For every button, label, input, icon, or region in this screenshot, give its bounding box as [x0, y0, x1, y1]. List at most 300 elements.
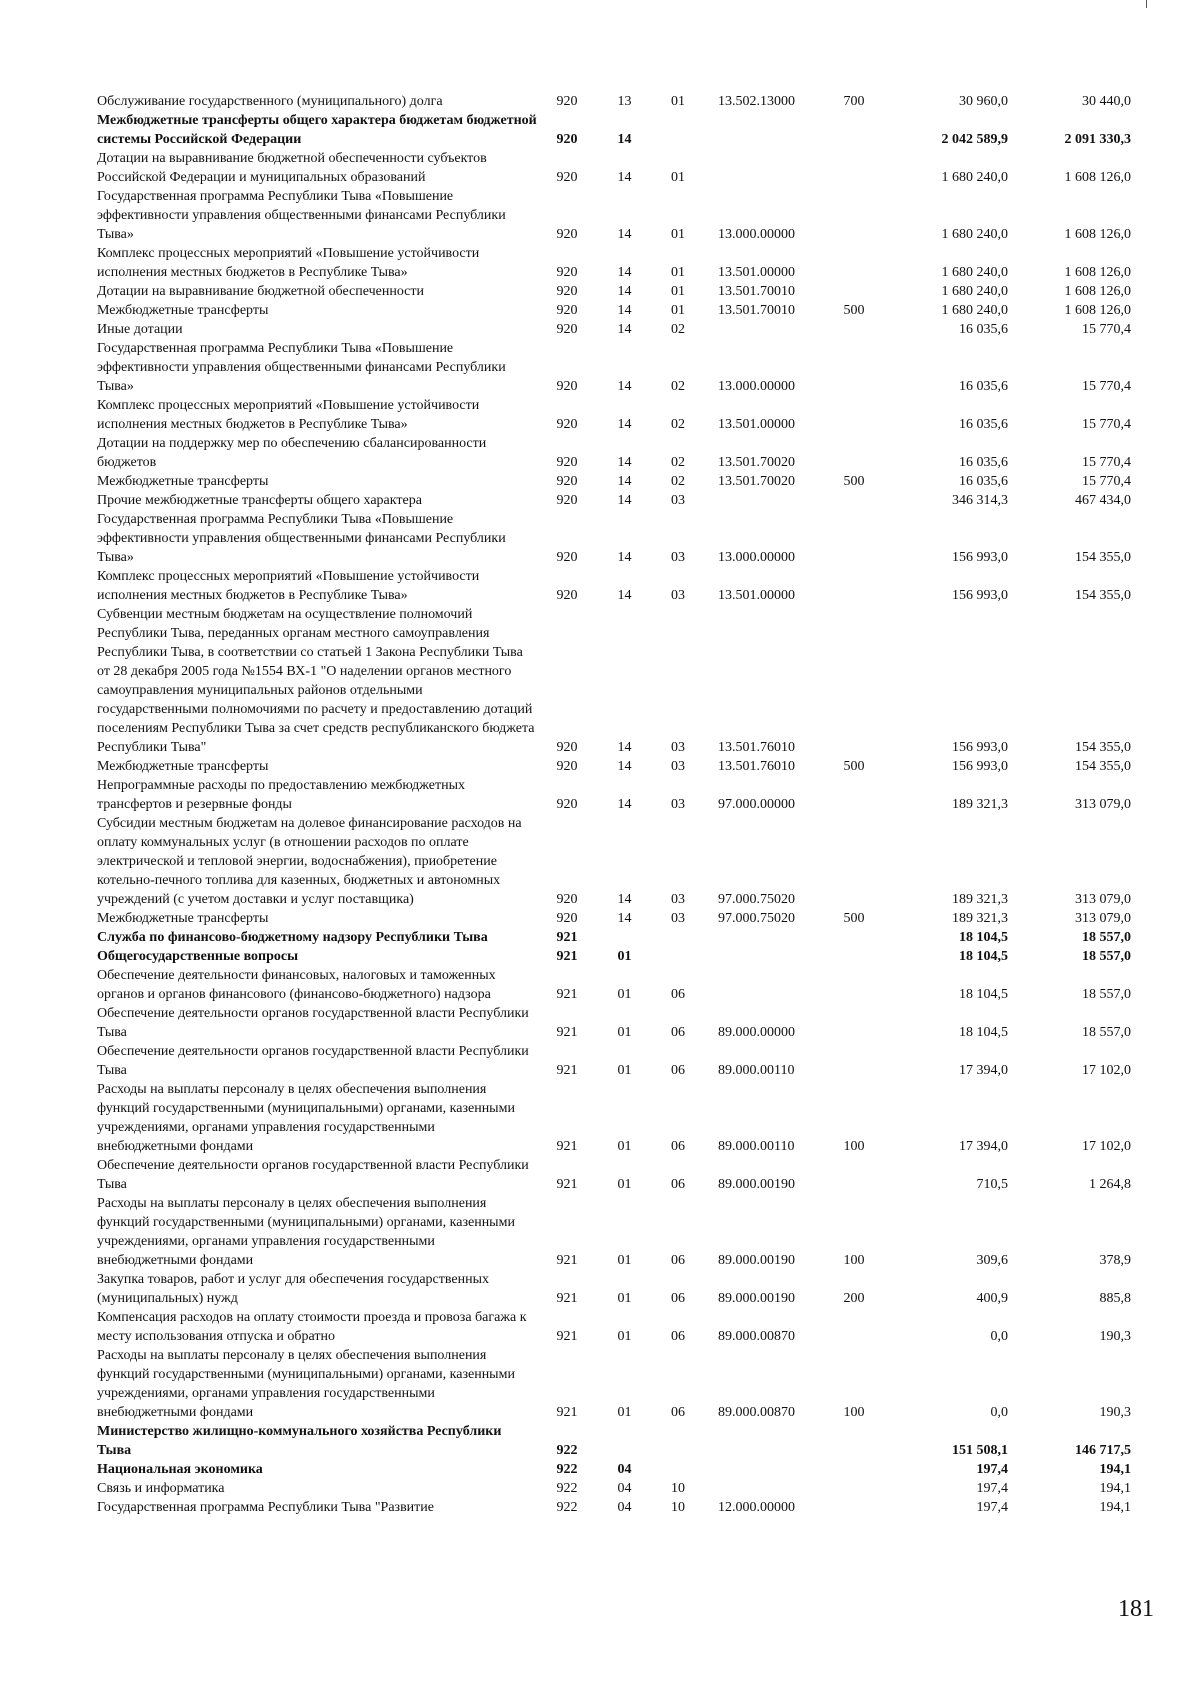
expense-type-code — [834, 1498, 874, 1517]
amount-year-2: 1 608 126,0 — [1064, 265, 1131, 280]
row-name: Государственная программа Республики Тыва «Повышение эффективности управления общественными финансами Республики Тыва» — [97, 512, 506, 565]
amount-year-2: 1 608 126,0 — [1064, 303, 1131, 318]
expense-type-code — [834, 434, 874, 472]
grbs-code: 922 — [556, 1481, 578, 1496]
expense-type-code — [834, 149, 874, 187]
grbs-code: 920 — [556, 474, 578, 489]
expense-type-code — [834, 491, 874, 510]
amount-year-1: 309,6 — [976, 1253, 1008, 1268]
expense-type-code — [834, 339, 874, 396]
amount-year-2: 154 355,0 — [1075, 759, 1131, 774]
grbs-code: 921 — [556, 930, 578, 945]
amount-year-2: 15 770,4 — [1082, 379, 1131, 394]
amount-year-2: 18 557,0 — [1082, 987, 1131, 1002]
grbs-code: 920 — [556, 759, 578, 774]
subsection-code: 02 — [671, 322, 685, 337]
table-row — [97, 1156, 1137, 1194]
grbs-code: 921 — [556, 1063, 578, 1078]
amount-year-1: 710,5 — [976, 1177, 1008, 1192]
subsection-code — [652, 1460, 704, 1479]
section-code: 01 — [617, 1329, 632, 1344]
subsection-code: 01 — [671, 227, 685, 242]
amount-year-1: 197,4 — [976, 1481, 1008, 1496]
amount-year-2: 1 608 126,0 — [1064, 170, 1131, 185]
budget-rows — [97, 92, 1137, 1517]
section-code: 01 — [617, 1253, 632, 1268]
row-name: Национальная экономика — [97, 1462, 263, 1477]
section-code — [597, 1422, 652, 1460]
subsection-code: 10 — [671, 1481, 685, 1496]
target-article-code: 13.501.76010 — [718, 740, 795, 755]
amount-year-2: 378,9 — [1099, 1253, 1131, 1268]
section-code: 14 — [617, 474, 632, 489]
row-name: Государственная программа Республики Тыва "Развитие — [97, 1500, 434, 1515]
expense-type-code — [834, 776, 874, 814]
amount-year-2: 154 355,0 — [1075, 550, 1131, 565]
subsection-code: 01 — [671, 94, 685, 109]
expense-type-code: 500 — [843, 759, 865, 774]
expense-type-code: 100 — [843, 1405, 865, 1420]
amount-year-2: 1 264,8 — [1089, 1177, 1131, 1192]
target-article-code: 89.000.00870 — [718, 1329, 795, 1344]
section-code: 14 — [617, 417, 632, 432]
grbs-code: 920 — [556, 550, 578, 565]
table-row — [97, 1498, 1137, 1517]
target-article-code: 13.501.70010 — [718, 303, 795, 318]
section-code: 04 — [617, 1462, 632, 1477]
target-article-code: 13.000.00000 — [718, 550, 795, 565]
amount-year-1: 18 104,5 — [959, 1025, 1008, 1040]
target-article-code: 89.000.00190 — [718, 1177, 795, 1192]
table-row — [97, 1308, 1137, 1346]
amount-year-1: 189 321,3 — [952, 911, 1008, 926]
section-code: 01 — [617, 1177, 632, 1192]
target-article-code — [704, 1460, 834, 1479]
amount-year-2: 146 717,5 — [1075, 1443, 1131, 1458]
target-article-code: 12.000.00000 — [718, 1500, 795, 1515]
row-name: Иные дотации — [97, 322, 183, 337]
target-article-code — [704, 928, 834, 947]
row-name: Прочие межбюджетные трансферты общего характера — [97, 493, 422, 508]
expense-type-code — [834, 320, 874, 339]
amount-year-2: 885,8 — [1099, 1291, 1131, 1306]
grbs-code: 921 — [556, 1025, 578, 1040]
subsection-code: 10 — [671, 1500, 685, 1515]
table-row — [97, 244, 1137, 282]
amount-year-1: 17 394,0 — [959, 1063, 1008, 1078]
expense-type-code — [834, 1156, 874, 1194]
amount-year-1: 16 035,6 — [959, 379, 1008, 394]
target-article-code — [704, 320, 834, 339]
amount-year-2: 1 608 126,0 — [1064, 284, 1131, 299]
table-row — [97, 757, 1137, 776]
table-row — [97, 947, 1137, 966]
table-row — [97, 605, 1137, 757]
target-article-code: 13.501.70010 — [718, 284, 795, 299]
section-code: 14 — [617, 322, 632, 337]
section-code: 14 — [617, 170, 632, 185]
table-row — [97, 396, 1137, 434]
amount-year-1: 0,0 — [990, 1405, 1008, 1420]
amount-year-1: 0,0 — [990, 1329, 1008, 1344]
amount-year-1: 151 508,1 — [952, 1443, 1008, 1458]
target-article-code: 13.501.70020 — [718, 455, 795, 470]
subsection-code: 06 — [671, 1329, 685, 1344]
row-name: Обеспечение деятельности органов государственной власти Республики Тыва — [97, 1006, 529, 1040]
expense-type-code — [834, 567, 874, 605]
target-article-code: 89.000.00190 — [718, 1291, 795, 1306]
grbs-code: 920 — [556, 170, 578, 185]
target-article-code: 89.000.00110 — [718, 1139, 795, 1154]
row-name: Непрограммные расходы по предоставлению межбюджетных трансфертов и резервные фонды — [97, 778, 465, 812]
grbs-code: 921 — [556, 1329, 578, 1344]
amount-year-1: 156 993,0 — [952, 740, 1008, 755]
table-row — [97, 1346, 1137, 1422]
grbs-code: 921 — [556, 1139, 578, 1154]
grbs-code: 920 — [556, 892, 578, 907]
table-row — [97, 1042, 1137, 1080]
grbs-code: 922 — [556, 1500, 578, 1515]
expense-type-code: 700 — [843, 94, 865, 109]
table-row — [97, 1194, 1137, 1270]
section-code: 14 — [617, 265, 632, 280]
expense-type-code — [834, 111, 874, 149]
grbs-code: 920 — [556, 740, 578, 755]
row-name: Субвенции местным бюджетам на осуществление полномочий Республики Тыва, переданных органам местного самоуправления Республики Тыва, в соответствии со статьей 1 Закона Республики Тыва от 28 декабря 2005 года №1554 ВХ-1 "О наделении органов местного самоуправления муниципальных районов отдельными государственными полномочиями по расчету и предоставлению дотаций поселениям Республики Тыва за счет средств республиканского бюджета Республики Тыва" — [97, 607, 535, 755]
amount-year-1: 156 993,0 — [952, 588, 1008, 603]
grbs-code: 920 — [556, 132, 578, 147]
table-row — [97, 1460, 1137, 1479]
amount-year-1: 156 993,0 — [952, 550, 1008, 565]
amount-year-2: 194,1 — [1099, 1500, 1131, 1515]
row-name: Служба по финансово-бюджетному надзору Республики Тыва — [97, 930, 488, 945]
section-code: 14 — [617, 911, 632, 926]
grbs-code: 922 — [556, 1443, 578, 1458]
subsection-code: 06 — [671, 987, 685, 1002]
target-article-code: 89.000.00110 — [718, 1063, 795, 1078]
row-name: Общегосударственные вопросы — [97, 949, 299, 964]
table-row — [97, 491, 1137, 510]
row-name: Обеспечение деятельности финансовых, налоговых и таможенных органов и органов финансового (финансово-бюджетного) надзора — [97, 968, 496, 1002]
amount-year-1: 1 680 240,0 — [941, 265, 1008, 280]
amount-year-1: 1 680 240,0 — [941, 227, 1008, 242]
amount-year-2: 313 079,0 — [1075, 911, 1131, 926]
amount-year-2: 194,1 — [1099, 1481, 1131, 1496]
grbs-code: 921 — [556, 949, 578, 964]
target-article-code: 89.000.00190 — [718, 1253, 795, 1268]
target-article-code: 13.501.76010 — [718, 759, 795, 774]
subsection-code: 01 — [671, 265, 685, 280]
section-code: 01 — [617, 1291, 632, 1306]
table-row — [97, 928, 1137, 947]
amount-year-1: 189 321,3 — [952, 892, 1008, 907]
amount-year-2: 313 079,0 — [1075, 892, 1131, 907]
grbs-code: 921 — [556, 1253, 578, 1268]
subsection-code: 02 — [671, 474, 685, 489]
table-row — [97, 187, 1137, 244]
target-article-code: 13.501.00000 — [718, 265, 795, 280]
row-name: Расходы на выплаты персоналу в целях обеспечения выполнения функций государственными (муниципальными) органами, казенными учреждениями, органами управления государственными внебюджетными фондами — [97, 1082, 515, 1154]
subsection-code: 03 — [671, 550, 685, 565]
amount-year-2: 154 355,0 — [1075, 740, 1131, 755]
row-name: Субсидии местным бюджетам на долевое финансирование расходов на оплату коммунальных услуг (в отношении расходов по оплате электрической и тепловой энергии, водоснабжения), приобретение котельно-печного топлива для казенных, бюджетных и автономных учреждений (с учетом доставки и услуг поставщика) — [97, 816, 522, 907]
amount-year-1: 2 042 589,9 — [941, 132, 1008, 147]
amount-year-2: 30 440,0 — [1082, 94, 1131, 109]
grbs-code: 921 — [556, 1177, 578, 1192]
expense-type-code — [834, 928, 874, 947]
table-row — [97, 776, 1137, 814]
subsection-code: 06 — [671, 1291, 685, 1306]
table-row — [97, 1080, 1137, 1156]
grbs-code: 920 — [556, 797, 578, 812]
row-name: Комплекс процессных мероприятий «Повышение устойчивости исполнения местных бюджетов в Республике Тыва» — [97, 569, 480, 603]
expense-type-code — [834, 605, 874, 757]
amount-year-2: 1 608 126,0 — [1064, 227, 1131, 242]
section-code: 14 — [617, 797, 632, 812]
target-article-code: 89.000.00000 — [718, 1025, 795, 1040]
table-row — [97, 282, 1137, 301]
budget-table — [97, 92, 1137, 1517]
amount-year-2: 467 434,0 — [1075, 493, 1131, 508]
subsection-code: 03 — [671, 797, 685, 812]
grbs-code: 920 — [556, 227, 578, 242]
row-name: Обеспечение деятельности органов государственной власти Республики Тыва — [97, 1158, 529, 1192]
subsection-code — [652, 928, 704, 947]
table-row — [97, 320, 1137, 339]
amount-year-1: 1 680 240,0 — [941, 303, 1008, 318]
target-article-code — [704, 947, 834, 966]
subsection-code: 01 — [671, 303, 685, 318]
row-name: Закупка товаров, работ и услуг для обеспечения государственных (муниципальных) нужд — [97, 1272, 490, 1306]
amount-year-2: 18 557,0 — [1082, 930, 1131, 945]
row-name: Обеспечение деятельности органов государственной власти Республики Тыва — [97, 1044, 529, 1078]
expense-type-code — [834, 966, 874, 1004]
subsection-code: 06 — [671, 1063, 685, 1078]
subsection-code: 06 — [671, 1253, 685, 1268]
table-row — [97, 1479, 1137, 1498]
amount-year-2: 15 770,4 — [1082, 455, 1131, 470]
grbs-code: 920 — [556, 911, 578, 926]
grbs-code: 920 — [556, 455, 578, 470]
grbs-code: 920 — [556, 94, 578, 109]
target-article-code — [704, 149, 834, 187]
expense-type-code: 500 — [843, 303, 865, 318]
target-article-code: 89.000.00870 — [718, 1405, 795, 1420]
target-article-code — [704, 111, 834, 149]
grbs-code: 920 — [556, 493, 578, 508]
subsection-code — [652, 111, 704, 149]
amount-year-1: 1 680 240,0 — [941, 170, 1008, 185]
row-name: Связь и информатика — [97, 1481, 225, 1496]
amount-year-2: 190,3 — [1099, 1405, 1131, 1420]
expense-type-code — [834, 396, 874, 434]
target-article-code: 13.000.00000 — [718, 227, 795, 242]
page-number: 181 — [1118, 1596, 1154, 1622]
amount-year-2: 190,3 — [1099, 1329, 1131, 1344]
amount-year-2: 15 770,4 — [1082, 417, 1131, 432]
subsection-code: 02 — [671, 455, 685, 470]
expense-type-code: 500 — [843, 474, 865, 489]
row-name: Дотации на выравнивание бюджетной обеспеченности субъектов Российской Федерации и муниципальных образований — [97, 151, 487, 185]
subsection-code: 03 — [671, 759, 685, 774]
table-row — [97, 567, 1137, 605]
section-code: 14 — [617, 740, 632, 755]
table-row — [97, 510, 1137, 567]
amount-year-2: 154 355,0 — [1075, 588, 1131, 603]
subsection-code: 03 — [671, 493, 685, 508]
row-name: Комплекс процессных мероприятий «Повышение устойчивости исполнения местных бюджетов в Республике Тыва» — [97, 398, 480, 432]
section-code: 14 — [617, 132, 632, 147]
expense-type-code — [834, 187, 874, 244]
subsection-code: 06 — [671, 1177, 685, 1192]
section-code: 04 — [617, 1481, 632, 1496]
subsection-code: 03 — [671, 740, 685, 755]
section-code: 13 — [617, 94, 632, 109]
table-row — [97, 92, 1137, 111]
expense-type-code: 200 — [843, 1291, 865, 1306]
amount-year-1: 16 035,6 — [959, 417, 1008, 432]
subsection-code: 06 — [671, 1025, 685, 1040]
row-name: Министерство жилищно-коммунального хозяйства Республики Тыва — [97, 1424, 502, 1458]
section-code: 14 — [617, 550, 632, 565]
grbs-code: 920 — [556, 417, 578, 432]
expense-type-code — [834, 244, 874, 282]
grbs-code: 920 — [556, 265, 578, 280]
row-name: Расходы на выплаты персоналу в целях обеспечения выполнения функций государственными (муниципальными) органами, казенными учреждениями, органами управления государственными внебюджетными фондами — [97, 1348, 515, 1420]
table-row — [97, 1422, 1137, 1460]
expense-type-code — [834, 1308, 874, 1346]
section-code: 14 — [617, 284, 632, 299]
subsection-code — [652, 1422, 704, 1460]
expense-type-code — [834, 510, 874, 567]
subsection-code: 01 — [671, 170, 685, 185]
amount-year-1: 156 993,0 — [952, 759, 1008, 774]
amount-year-2: 18 557,0 — [1082, 949, 1131, 964]
target-article-code: 97.000.75020 — [718, 911, 795, 926]
section-code: 14 — [617, 455, 632, 470]
target-article-code: 13.501.70020 — [718, 474, 795, 489]
table-row — [97, 339, 1137, 396]
section-code: 04 — [617, 1500, 632, 1515]
amount-year-1: 1 680 240,0 — [941, 284, 1008, 299]
section-code: 14 — [617, 759, 632, 774]
table-row — [97, 966, 1137, 1004]
amount-year-2: 17 102,0 — [1082, 1139, 1131, 1154]
table-row — [97, 472, 1137, 491]
section-code: 14 — [617, 493, 632, 508]
subsection-code: 03 — [671, 892, 685, 907]
amount-year-1: 346 314,3 — [952, 493, 1008, 508]
row-name: Дотации на поддержку мер по обеспечению сбалансированности бюджетов — [97, 436, 487, 470]
row-name: Дотации на выравнивание бюджетной обеспеченности — [97, 284, 424, 299]
section-code: 14 — [617, 227, 632, 242]
amount-year-1: 16 035,6 — [959, 455, 1008, 470]
table-row — [97, 1004, 1137, 1042]
expense-type-code — [834, 1004, 874, 1042]
target-article-code — [704, 1479, 834, 1498]
row-name: Межбюджетные трансферты — [97, 911, 269, 926]
amount-year-1: 30 960,0 — [959, 94, 1008, 109]
table-row — [97, 814, 1137, 909]
expense-type-code — [834, 1479, 874, 1498]
amount-year-1: 400,9 — [976, 1291, 1008, 1306]
table-row — [97, 301, 1137, 320]
amount-year-2: 15 770,4 — [1082, 322, 1131, 337]
grbs-code: 920 — [556, 303, 578, 318]
amount-year-1: 16 035,6 — [959, 322, 1008, 337]
amount-year-1: 197,4 — [976, 1462, 1008, 1477]
grbs-code: 920 — [556, 588, 578, 603]
amount-year-2: 2 091 330,3 — [1064, 132, 1131, 147]
section-code: 01 — [617, 987, 632, 1002]
section-code: 01 — [617, 949, 632, 964]
amount-year-1: 189 321,3 — [952, 797, 1008, 812]
section-code: 01 — [617, 1405, 632, 1420]
table-row — [97, 149, 1137, 187]
subsection-code: 06 — [671, 1405, 685, 1420]
expense-type-code: 500 — [843, 911, 865, 926]
target-article-code — [704, 966, 834, 1004]
subsection-code: 02 — [671, 417, 685, 432]
row-name: Расходы на выплаты персоналу в целях обеспечения выполнения функций государственными (муниципальными) органами, казенными учреждениями, органами управления государственными внебюджетными фондами — [97, 1196, 515, 1268]
section-code: 01 — [617, 1025, 632, 1040]
grbs-code: 920 — [556, 379, 578, 394]
section-code — [597, 928, 652, 947]
expense-type-code: 100 — [843, 1139, 865, 1154]
section-code: 14 — [617, 379, 632, 394]
grbs-code: 920 — [556, 284, 578, 299]
expense-type-code — [834, 814, 874, 909]
row-name: Межбюджетные трансферты — [97, 303, 269, 318]
row-name: Компенсация расходов на оплату стоимости проезда и провоза багажа к месту использования отпуска и обратно — [97, 1310, 527, 1344]
expense-type-code: 100 — [843, 1253, 865, 1268]
amount-year-1: 18 104,5 — [959, 987, 1008, 1002]
row-name: Межбюджетные трансферты — [97, 474, 269, 489]
amount-year-1: 18 104,5 — [959, 930, 1008, 945]
table-row — [97, 1270, 1137, 1308]
subsection-code: 03 — [671, 588, 685, 603]
section-code: 01 — [617, 1063, 632, 1078]
subsection-code: 02 — [671, 379, 685, 394]
target-article-code — [704, 1422, 834, 1460]
row-name: Межбюджетные трансферты — [97, 759, 269, 774]
expense-type-code — [834, 947, 874, 966]
table-row — [97, 909, 1137, 928]
subsection-code: 06 — [671, 1139, 685, 1154]
grbs-code: 921 — [556, 987, 578, 1002]
target-article-code: 13.502.13000 — [718, 94, 795, 109]
grbs-code: 920 — [556, 322, 578, 337]
row-name: Обслуживание государственного (муниципального) долга — [97, 94, 443, 109]
subsection-code: 03 — [671, 911, 685, 926]
section-code: 01 — [617, 1139, 632, 1154]
amount-year-2: 194,1 — [1099, 1462, 1131, 1477]
target-article-code: 97.000.00000 — [718, 797, 795, 812]
amount-year-2: 18 557,0 — [1082, 1025, 1131, 1040]
amount-year-1: 17 394,0 — [959, 1139, 1008, 1154]
section-code: 14 — [617, 588, 632, 603]
amount-year-1: 197,4 — [976, 1500, 1008, 1515]
amount-year-2: 17 102,0 — [1082, 1063, 1131, 1078]
table-row — [97, 111, 1137, 149]
amount-year-1: 16 035,6 — [959, 474, 1008, 489]
grbs-code: 921 — [556, 1291, 578, 1306]
expense-type-code — [834, 282, 874, 301]
section-code: 14 — [617, 303, 632, 318]
amount-year-2: 15 770,4 — [1082, 474, 1131, 489]
target-article-code: 13.501.00000 — [718, 588, 795, 603]
target-article-code: 97.000.75020 — [718, 892, 795, 907]
